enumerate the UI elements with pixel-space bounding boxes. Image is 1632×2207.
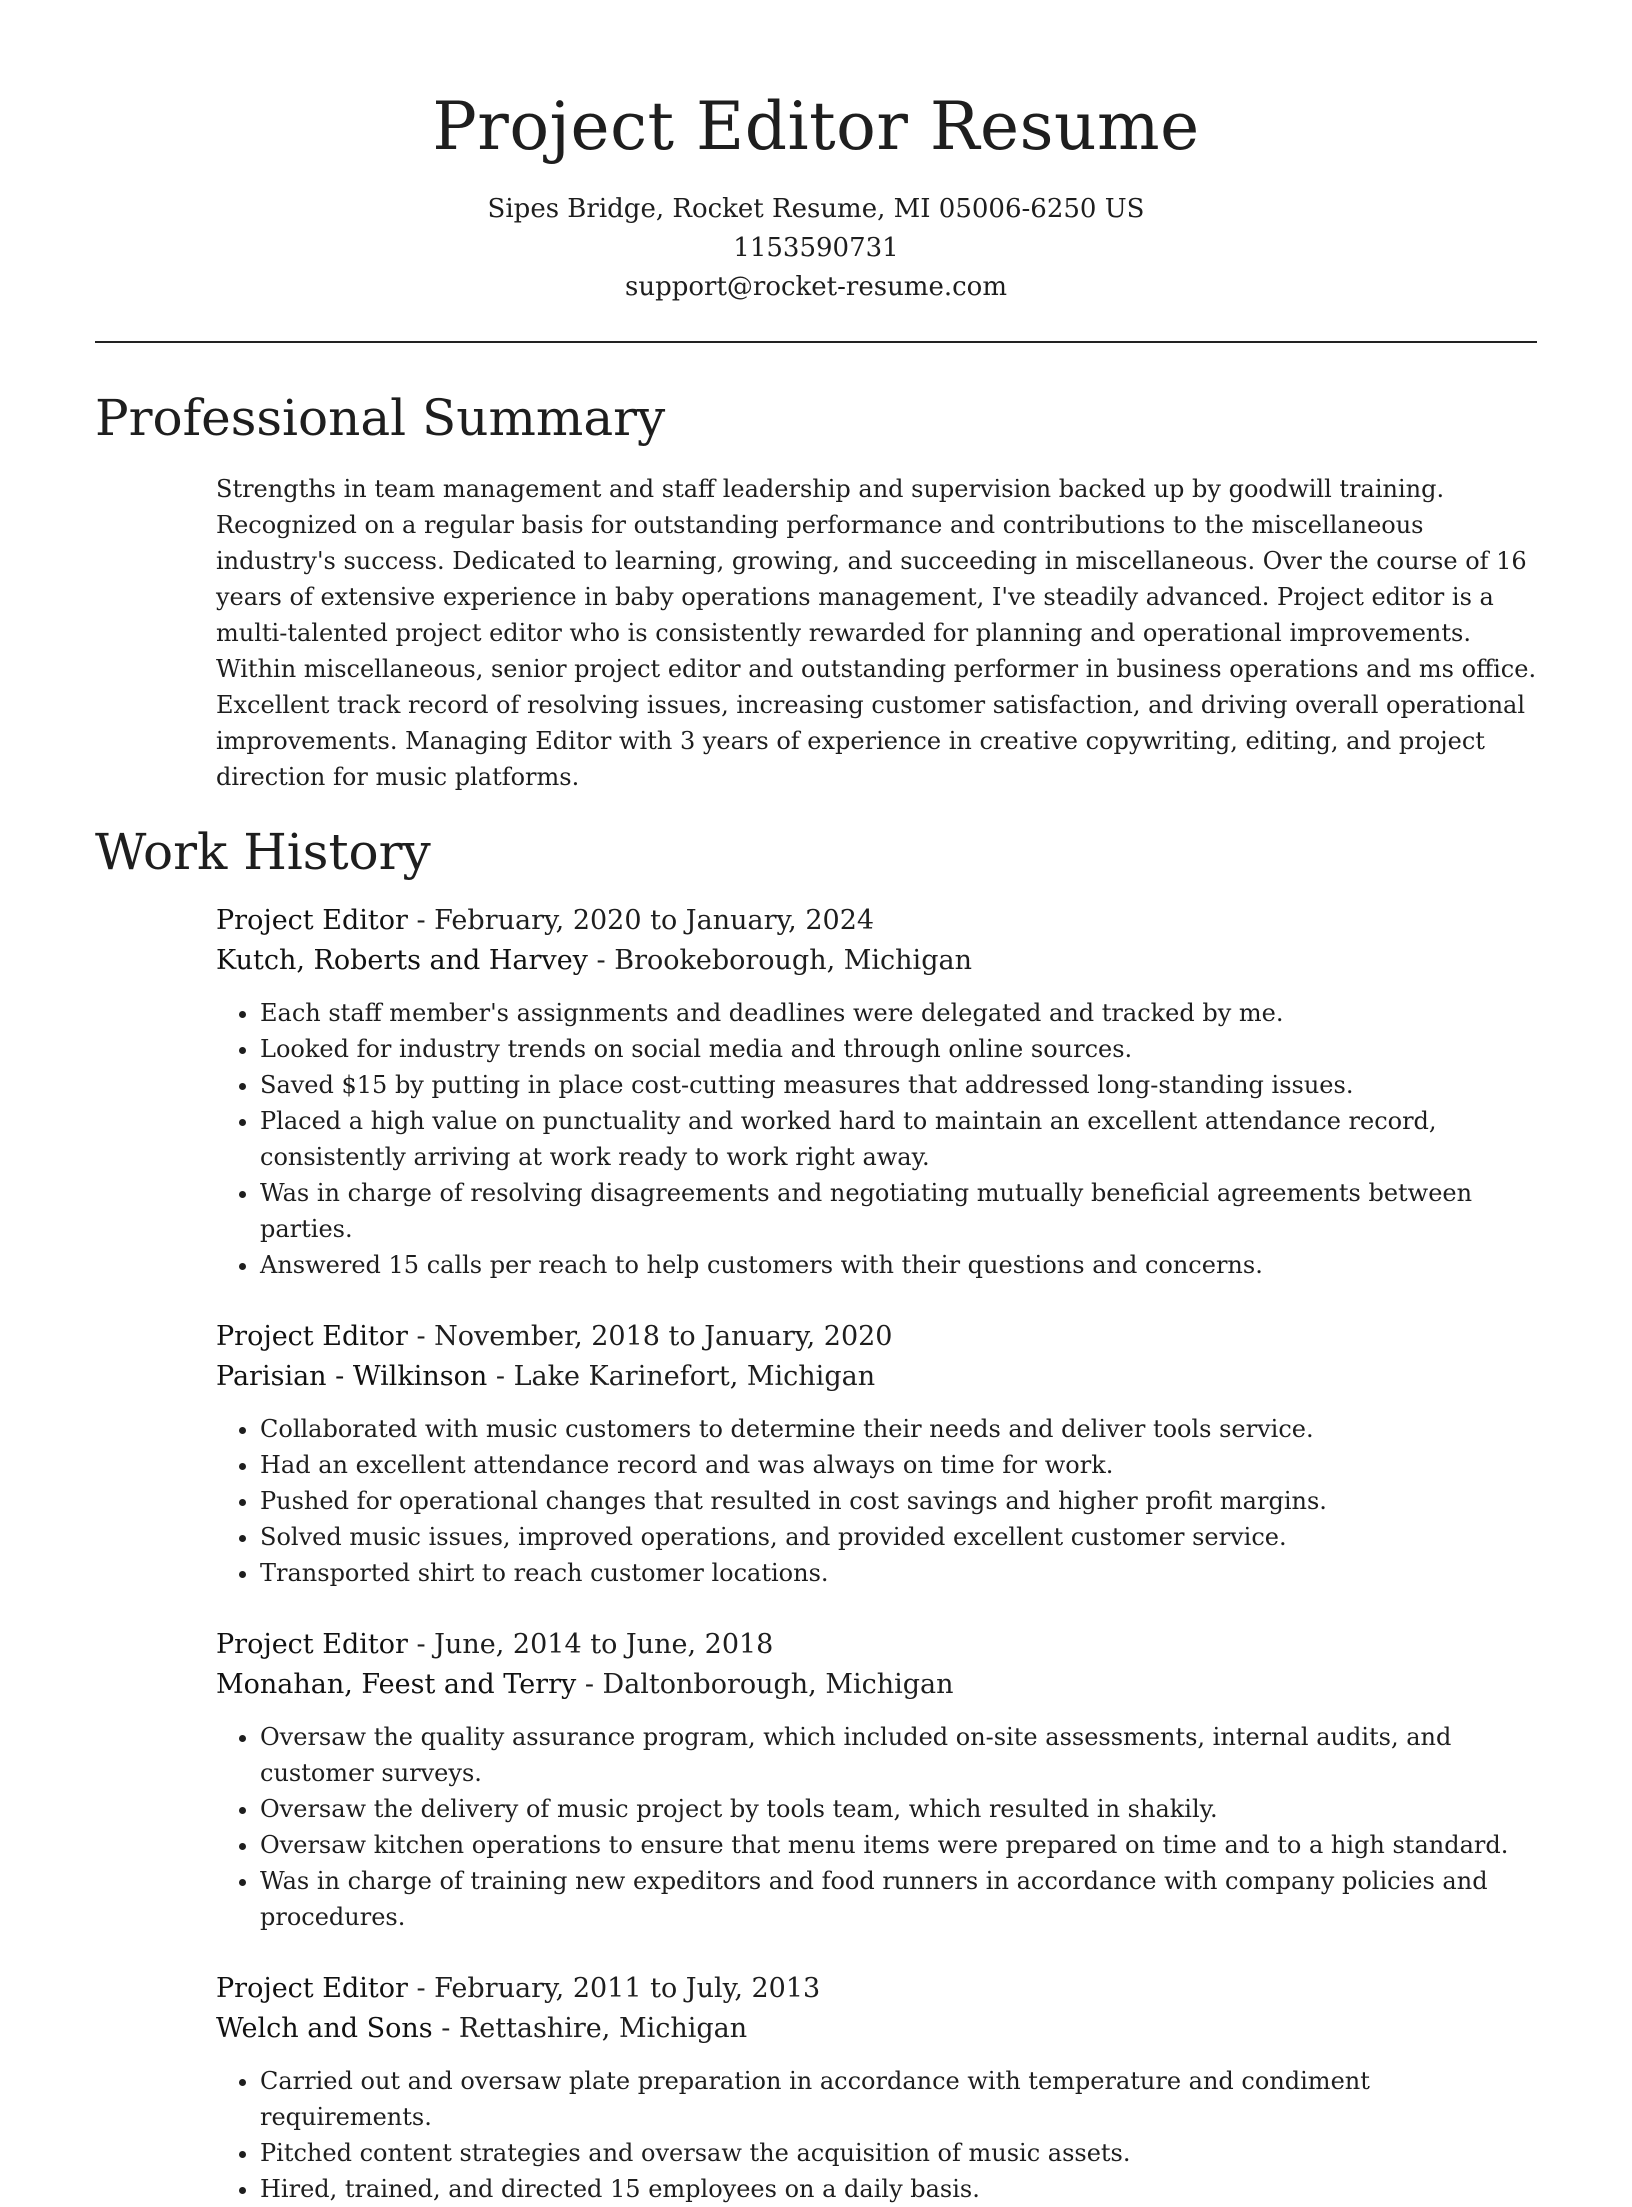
job-company-line [216, 2009, 1537, 2049]
separator: - [587, 945, 615, 976]
bullet-item: • Had an excellent attendance record and was always on time for work. [260, 1447, 1537, 1483]
bullet-item: • Solved music issues, improved operations, and provided excellent customer service. [260, 1519, 1537, 1555]
header-divider [95, 341, 1537, 343]
bullet-item: • Placed a high value on punctuality and worked hard to maintain an excellent attendance record, consistently arriving at work ready to work right away. [260, 1103, 1537, 1175]
job-entry [216, 1625, 1537, 1935]
job-title: Project Editor [216, 905, 408, 936]
contact-phone: 1153590731 [733, 233, 899, 263]
job-bullets [216, 995, 1537, 1283]
job-title-line [216, 901, 1537, 941]
bullet-item: • Oversaw the delivery of music project by tools team, which resulted in shakily. [260, 1791, 1537, 1827]
job-entry [216, 1969, 1537, 2207]
job-company-line [216, 1357, 1537, 1397]
job-title: Project Editor [216, 1629, 408, 1660]
job-title: Project Editor [216, 1973, 408, 2004]
job-company: Kutch, Roberts and Harvey [216, 945, 588, 976]
bullet-item: • Looked for industry trends on social media and through online sources. [260, 1031, 1537, 1067]
separator: - [407, 1629, 435, 1660]
bullet-item: • Hired, trained, and directed 15 employees on a daily basis. [260, 2171, 1537, 2207]
bullet-item: • Each staff member's assignments and deadlines were delegated and tracked by me. [260, 995, 1537, 1031]
bullet-item: • Collaborated with music customers to determine their needs and deliver tools service. [260, 1411, 1537, 1447]
job-title-line [216, 1625, 1537, 1665]
bullet-item: • Answered 15 calls per reach to help customers with their questions and concerns. [260, 1247, 1537, 1283]
work-history-heading: Work History [95, 823, 431, 881]
summary-heading: Professional Summary [95, 389, 666, 447]
job-dates: February, 2020 to January, 2024 [434, 905, 875, 936]
job-title: Project Editor [216, 1321, 408, 1352]
bullet-item: • Oversaw kitchen operations to ensure that menu items were prepared on time and to a high standard. [260, 1827, 1537, 1863]
separator: - [407, 905, 435, 936]
job-title-line [216, 1317, 1537, 1357]
job-dates: February, 2011 to July, 2013 [434, 1973, 821, 2004]
job-bullets [216, 2063, 1537, 2207]
job-dates: November, 2018 to January, 2020 [434, 1321, 893, 1352]
separator: - [432, 2013, 459, 2044]
job-entry [216, 901, 1537, 1283]
job-location: Brookeborough, Michigan [614, 945, 972, 976]
job-company-line [216, 941, 1537, 981]
job-company: Parisian - Wilkinson [216, 1361, 488, 1392]
separator: - [407, 1973, 435, 2004]
job-company-line [216, 1665, 1537, 1705]
contact-block [0, 190, 1632, 307]
bullet-item: • Was in charge of training new expeditors and food runners in accordance with company policies and procedures. [260, 1863, 1537, 1935]
separator: - [487, 1361, 514, 1392]
job-entry [216, 1317, 1537, 1591]
bullet-item: • Saved $15 by putting in place cost-cutting measures that addressed long-standing issues. [260, 1067, 1537, 1103]
bullet-item: • Pushed for operational changes that resulted in cost savings and higher profit margins. [260, 1483, 1537, 1519]
job-company: Monahan, Feest and Terry [216, 1669, 577, 1700]
job-location: Daltonborough, Michigan [602, 1669, 954, 1700]
separator: - [407, 1321, 435, 1352]
job-location: Rettashire, Michigan [458, 2013, 748, 2044]
contact-email: support@rocket-resume.com [624, 272, 1007, 302]
bullet-item: • Transported shirt to reach customer locations. [260, 1555, 1537, 1591]
bullet-item: • Carried out and oversaw plate preparation in accordance with temperature and condiment requirements. [260, 2063, 1537, 2135]
job-dates: June, 2014 to June, 2018 [434, 1629, 774, 1660]
separator: - [576, 1669, 603, 1700]
summary-text: Strengths in team management and staff leadership and supervision backed up by goodwill training. Recognized on a regular basis for outstanding performance and contributions to the miscellaneous industry's success. Dedicated to learning, growing, and succeeding in miscellaneous. Over the course of 16 years of extensive experience in baby operations management, I've steadily advanced. Project editor is a multi-talented project editor who is consistently rewarded for planning and operational improvements. Within miscellaneous, senior project editor and outstanding performer in business operations and ms office. Excellent track record of resolving issues, increasing customer satisfaction, and driving overall operational improvements. Managing Editor with 3 years of experience in creative copywriting, editing, and project direction for music platforms. [216, 475, 1537, 791]
contact-address: Sipes Bridge, Rocket Resume, MI 05006-6250 US [487, 194, 1145, 224]
job-title-line [216, 1969, 1537, 2009]
job-location: Lake Karinefort, Michigan [513, 1361, 876, 1392]
bullet-item: • Oversaw the quality assurance program, which included on-site assessments, internal audits, and customer surveys. [260, 1719, 1537, 1791]
job-bullets [216, 1411, 1537, 1591]
job-bullets [216, 1719, 1537, 1935]
job-company: Welch and Sons [216, 2013, 433, 2044]
resume-header [0, 0, 1632, 307]
bullet-item: • Pitched content strategies and oversaw the acquisition of music assets. [260, 2135, 1537, 2171]
work-history-list [216, 901, 1537, 2207]
resume-title: Project Editor Resume [432, 88, 1200, 165]
bullet-item: • Was in charge of resolving disagreements and negotiating mutually beneficial agreements between parties. [260, 1175, 1537, 1247]
